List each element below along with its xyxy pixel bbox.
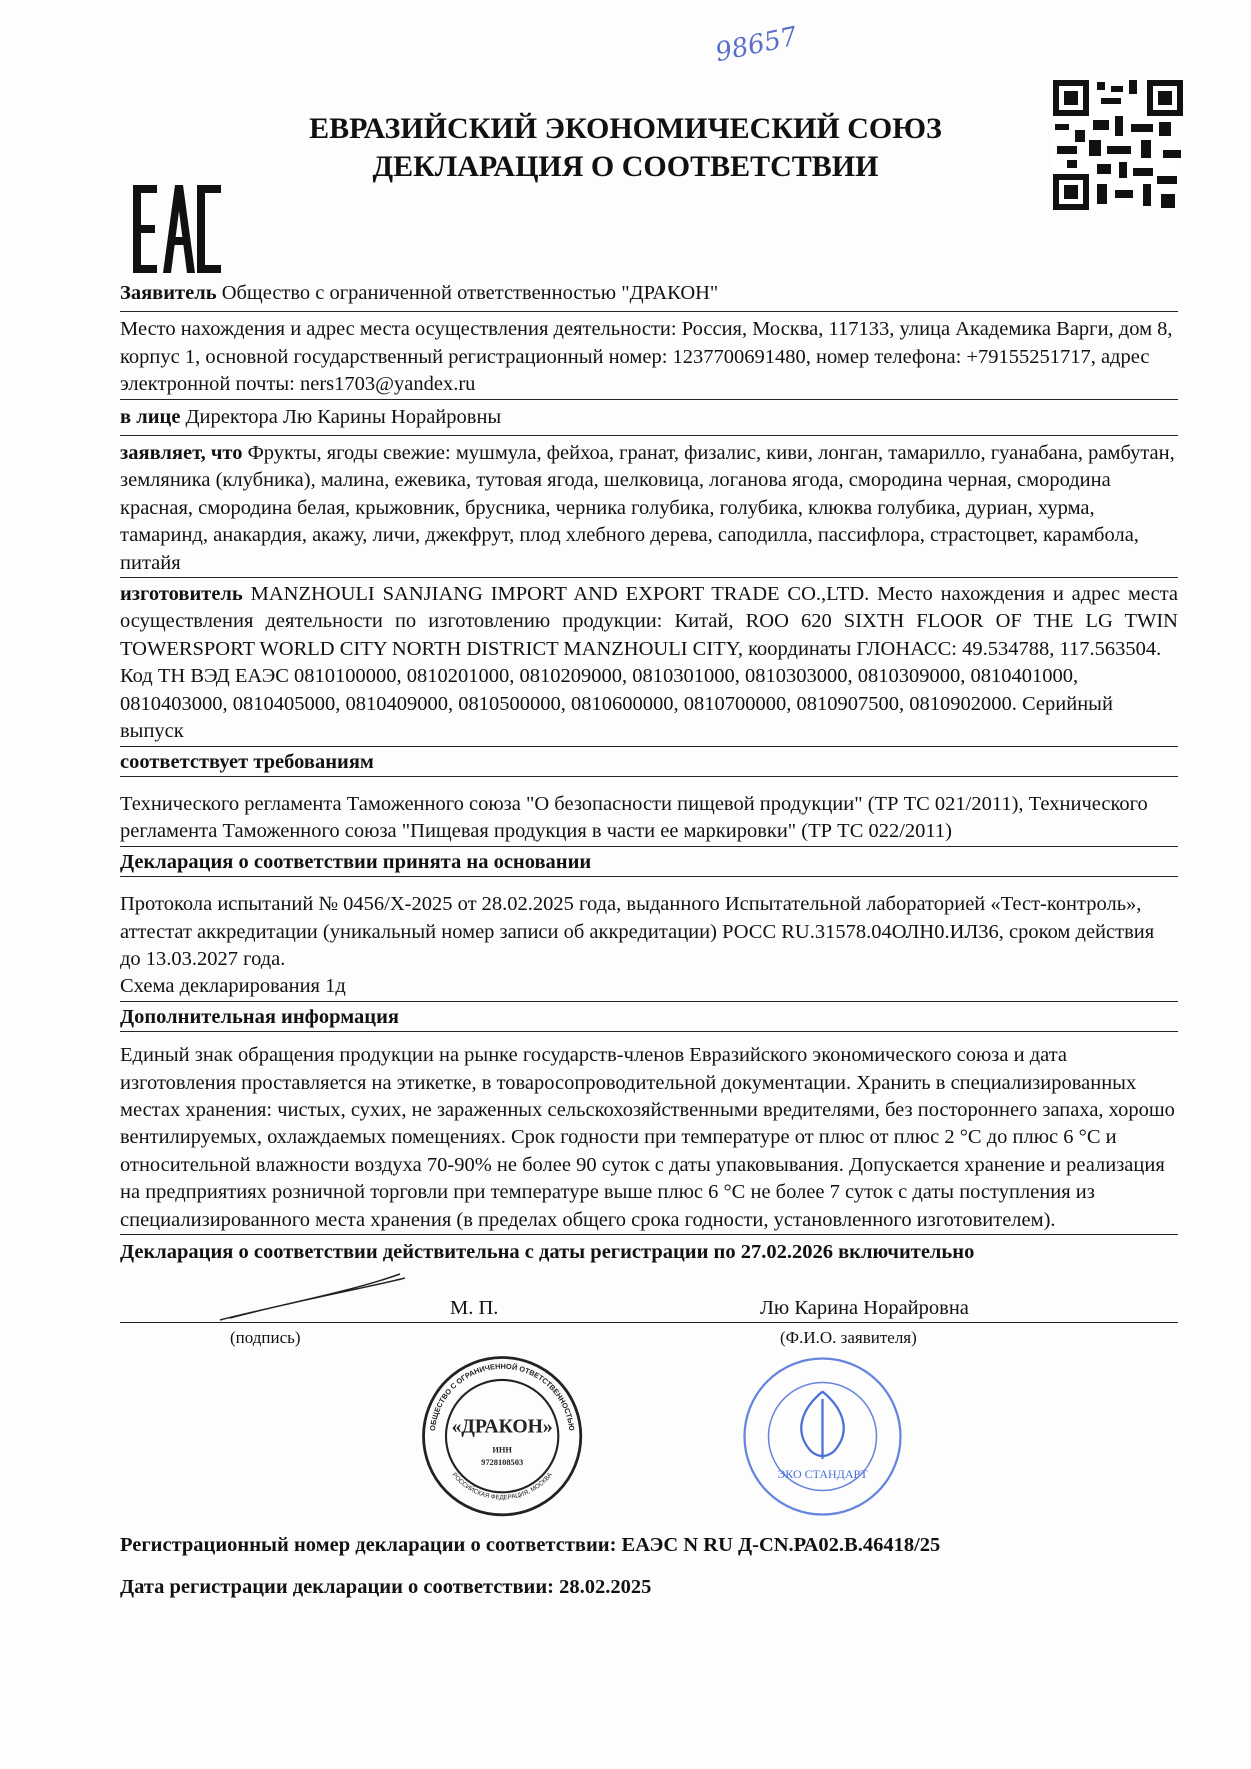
- applicant-label: Заявитель: [120, 282, 217, 304]
- applicant-name: Лю Карина Норайровна: [760, 1297, 969, 1320]
- signature-line: [120, 1322, 1178, 1323]
- manufacturer-value: MANZHOULI SANJIANG IMPORT AND EXPORT TRADE CO.,LTD. Место нахождения и адрес места осуществления деятельности по изготовлению продукции: Китай, ROO 620 SIXTH FLOOR OF THE LG TWIN TOWERSPORT WORLD CITY NORTH DISTRICT MANZHOULI CITY, координаты ГЛОНАСС: 49.534788, 117.563504.: [120, 583, 1179, 660]
- declaration-scheme: Схема декларирования 1д: [120, 975, 346, 998]
- signature-caption: (подпись): [230, 1328, 301, 1348]
- eco-stamp-text: ЭКО СТАНДАРТ: [777, 1467, 868, 1482]
- declares-value: Фрукты, ягоды свежие: мушмула, фейхоа, гранат, физалис, киви, лонган, тамарилло, гуанабана, рамбутан, земляника (клубника), малина, ежевика, тутовая ягода, шелковица, логанова ягода, смородина черная, смородина красная, смородина белая, крыжовник, брусника, черника голубика, голубика, клюква голубика, дуриан, хурма, тамаринд, анакардия, акажу, личи, джекфрут, плод хлебного дерева, саподилла, пассифлора, страстоцвет, карамбола, питайя: [120, 442, 1175, 574]
- handwritten-signature-icon: [210, 1272, 410, 1322]
- complies-label: соответствует требованиям: [120, 747, 1178, 777]
- stamp-center: «ДРАКОН»: [451, 1416, 553, 1439]
- registration-number: Регистрационный номер декларации о соответствии: ЕАЭС N RU Д-CN.РА02.В.46418/25: [120, 1534, 941, 1557]
- basis-label: Декларация о соответствии принята на основании: [120, 847, 1178, 877]
- person-section: [120, 400, 1178, 436]
- mp-label: М. П.: [450, 1297, 499, 1320]
- stamp-bottom-text: РОССИЙСКАЯ ФЕДЕРАЦИЯ, МОСКВА: [450, 1472, 554, 1502]
- header-declaration: ДЕКЛАРАЦИЯ О СООТВЕТСТВИИ: [372, 150, 879, 183]
- svg-text:РОССИЙСКАЯ ФЕДЕРАЦИЯ, МОСКВА: [451, 1471, 555, 1501]
- tn-ved-codes: Код ТН ВЭД ЕАЭС 0810100000, 0810201000, 0810209000, 0810301000, 0810303000, 0810309000, 0810401000, 0810403000, 0810405000, 0810409000, 0810500000, 0810600000, 0810700000, 0810907500, 0810902000. Серийный выпуск: [120, 665, 1113, 743]
- registration-date: Дата регистрации декларации о соответствии: 28.02.2025: [120, 1575, 652, 1598]
- person-value: Директора Лю Карины Норайровны: [185, 405, 502, 428]
- address-section: [120, 312, 1178, 399]
- address-text: Место нахождения и адрес места осуществления деятельности: Россия, Москва, 117133, улица Академика Варги, дом 8, корпус 1, основной государственный регистрационный номер: 1237700691480, номер телефона: +79155251717, адрес электронной почты: ners1703@yandex.ru: [120, 318, 1173, 396]
- handwritten-number: 98657: [712, 21, 800, 69]
- basis-value: Протокола испытаний № 0456/Х-2025 от 28.02.2025 года, выданного Испытательной лабораторией «Тест-контроль», аттестат аккредитации (уникальный номер записи об аккредитации) РОСС RU.31578.04ОЛН0.ИЛ36, сроком действия до 13.03.2027 года.: [120, 893, 1155, 970]
- stamp-inn: 9728108503: [481, 1457, 524, 1468]
- person-label: в лице: [120, 405, 181, 428]
- declaration-body: [120, 280, 1178, 1601]
- manufacturer-label: изготовитель: [120, 583, 243, 606]
- eac-logo-icon: [133, 185, 221, 273]
- company-stamp-icon: [420, 1354, 585, 1519]
- applicant-section: [120, 280, 1178, 312]
- stamp-ring-text: ОБЩЕСТВО С ОГРАНИЧЕННОЙ ОТВЕТСТВЕННОСТЬЮ: [427, 1362, 577, 1432]
- signature-block: [120, 1272, 1178, 1522]
- header-union: ЕВРАЗИЙСКИЙ ЭКОНОМИЧЕСКИЙ СОЮЗ: [309, 112, 942, 145]
- declares-section: [120, 436, 1178, 578]
- declares-label: заявляет, что: [120, 442, 243, 465]
- eco-standard-stamp-icon: [740, 1354, 905, 1519]
- qr-code-icon: [1053, 80, 1183, 210]
- additional-value: Единый знак обращения продукции на рынке государств-членов Евразийского экономического союза и дата изготовления проставляется на этикетке, в товаросопроводительной документации. Хранить в специализированных местах хранения: чистых, сухих, не зараженных сельскохозяйственными вредителями, без постороннего запаха, хорошо вентилируемых, охлаждаемых помещениях. Срок годности при температуре от плюс от плюс 2 °С до плюс 6 °С и относительной влажности воздуха 70-90% не более 90 суток с даты упаковывания. Допускается хранение и реализация на предприятиях розничной торговли при температуре выше плюс 6 °С не более 7 суток с даты поступления из специализированного места хранения (в пределах общего срока годности, установленного изготовителем).: [120, 1032, 1178, 1235]
- complies-value: Технического регламента Таможенного союза "О безопасности пищевой продукции" (ТР ТС 021/2011), Технического регламента Таможенного союза "Пищевая продукция в части ее маркировки" (ТР ТС 022/2011): [120, 777, 1178, 847]
- validity-text: Декларация о соответствии действительна с даты регистрации по 27.02.2026 включительно: [120, 1241, 975, 1263]
- manufacturer-section: [120, 578, 1178, 746]
- basis-section: [120, 877, 1178, 1002]
- additional-label: Дополнительная информация: [120, 1002, 1178, 1032]
- name-caption: (Ф.И.О. заявителя): [780, 1328, 917, 1348]
- applicant-value: Общество с ограниченной ответственностью "ДРАКОН": [221, 282, 719, 304]
- stamp-inn-label: ИНН: [492, 1444, 512, 1455]
